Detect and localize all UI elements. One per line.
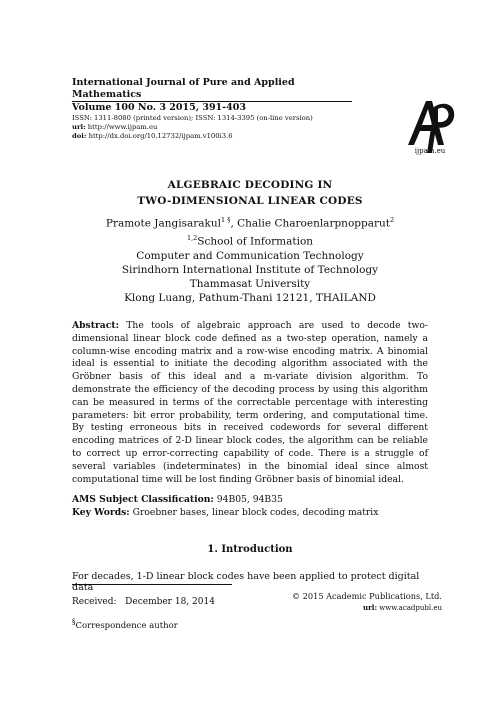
issn-line: ISSN: 1311-8080 (printed version); ISSN: 1314-3395 (on-line version) (72, 114, 313, 122)
received-date: December 18, 2014 (125, 597, 215, 607)
journal-name: International Journal of Pure and Applied Mathematics (72, 77, 295, 100)
author-2-sup: 2 (389, 216, 395, 224)
url-line (72, 123, 352, 132)
publisher-url-label: url: (363, 603, 378, 612)
received-label: Received: (72, 597, 117, 607)
abstract-text: The tools of algebraic approach are used to decode two-dimensional linear block code defined as a two-step operation, namely a column-wise encoding matrix and a row-wise encoding matrix. A binomial ideal is essential to initiate the decoding algorithm associated with the Gröbner basis of this ideal and a m-variate division algorithm. To demonstrate the efficiency of the decoding process by using this algorithm can be measured in terms of the correctable percentage with interesting parameters: bit error probability, term ordering, and computational time. By testing erroneous bits in received codewords for several different encoding matrices of 2-D linear block codes, the algorithm can be reliable to correct up error-correcting capability of code. There is a struggle of several variables (indeterminates) in the binomial ideal since almost computational time will be lost finding Gröbner basis of binomial ideal. (72, 320, 428, 485)
publisher-url-line (272, 602, 442, 614)
paper-title-line1: ALGEBRAIC DECODING IN (167, 179, 333, 191)
logo-caption: ijpam.eu (414, 147, 446, 155)
publisher-url[interactable]: www.acadpubl.eu (379, 604, 442, 612)
url-label: url: (72, 123, 86, 131)
received-line (72, 597, 215, 607)
intro-first-line: For decades, 1-D linear block codes have been applied to protect digital data (72, 571, 420, 593)
affiliation-line1: $^{1,2}$School of Information (186, 234, 314, 248)
correspondence-text: Correspondence author (75, 620, 178, 631)
copyright-text: © 2015 Academic Publications, Ltd. (291, 591, 442, 601)
copyright-block (272, 591, 442, 614)
doi-line (72, 132, 352, 141)
section-heading: 1. Introduction (207, 544, 293, 555)
journal-header (72, 77, 352, 141)
correspondence-footnote (72, 617, 178, 631)
abstract-label: Abstract: (72, 320, 119, 331)
author-separator: , Chalie Charoenlarpnopparut (230, 217, 390, 230)
abstract (72, 320, 428, 486)
journal-url[interactable]: http://www.ijpam.eu (87, 123, 158, 131)
author-1: Pramote Jangisarakul (105, 217, 221, 230)
keywords-value: Groebner bases, linear block codes, decoding matrix (132, 507, 379, 518)
ams-label: AMS Subject Classification: (72, 494, 214, 505)
doi-label: doi: (72, 132, 87, 140)
affiliation-line2: Computer and Communication Technology (136, 249, 364, 262)
ams-value: 94B05, 94B35 (216, 494, 283, 505)
paper-title-line2: TWO-DIMENSIONAL LINEAR CODES (137, 195, 363, 207)
key-words (72, 507, 428, 520)
ams-classification (72, 494, 428, 507)
author-1-sup: 1 § (221, 216, 231, 224)
affiliation-line3: Sirindhorn International Institute of Technology (121, 263, 379, 276)
affiliation-line5: Klong Luang, Pathum-Thani 12121, THAILAND (124, 291, 376, 304)
journal-doi[interactable]: http://dx.doi.org/10.12732/ijpam.v100i3.6 (88, 132, 233, 140)
affiliation-line4: Thammasat University (189, 277, 311, 290)
affiliation-block (40, 231, 460, 305)
volume-line: Volume 100 No. 3 2015, 391-403 (72, 102, 246, 113)
keywords-label: Key Words: (72, 507, 130, 518)
affiliation-sup: 1,2 (186, 234, 198, 242)
correspondence-mark: § (72, 617, 76, 626)
footnote-rule (72, 584, 232, 585)
author-line (40, 213, 460, 231)
